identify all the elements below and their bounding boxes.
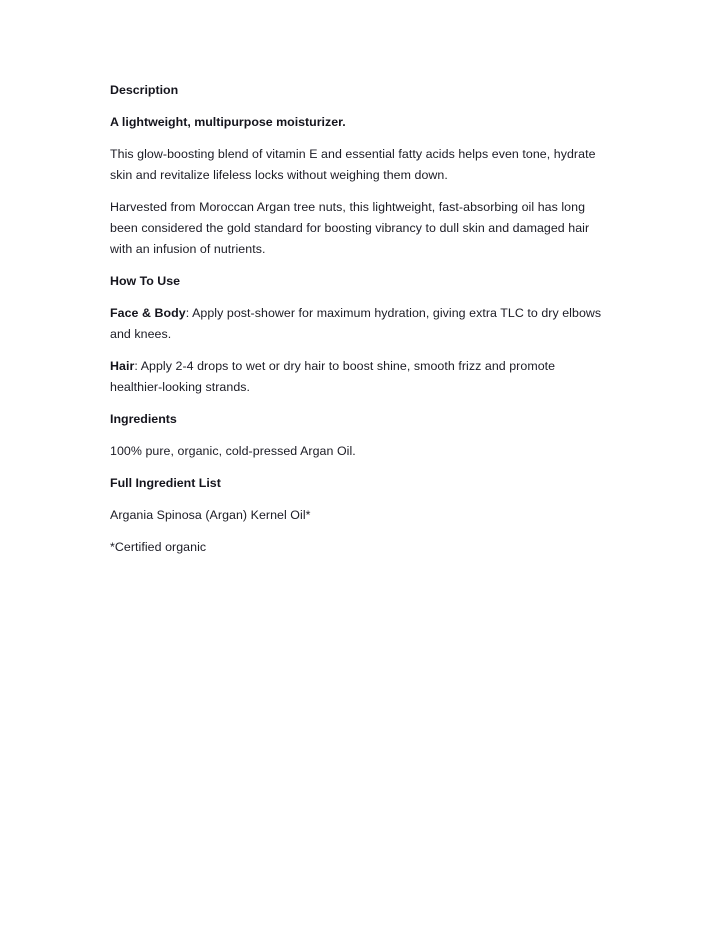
- full-ingredient-list-footnote: *Certified organic: [110, 540, 207, 554]
- how-to-use-item-hair: [110, 356, 607, 398]
- how-to-use-item-face-and-body: [110, 303, 607, 345]
- description-paragraph-2: Harvested from Moroccan Argan tree nuts, this lightweight, fast-absorbing oil has long been considered the gold standard for boosting vibrancy to dull skin and damaged hair with an infusion of nutrients.: [110, 200, 590, 256]
- section-heading-how-to-use: How To Use: [110, 274, 180, 288]
- section-heading-ingredients: Ingredients: [110, 412, 177, 426]
- ingredients-paragraph: 100% pure, organic, cold-pressed Argan Oil.: [110, 444, 356, 458]
- how-to-use-label-hair: Hair: [110, 359, 135, 373]
- description-lead-text: A lightweight, multipurpose moisturizer.: [110, 115, 346, 129]
- full-ingredient-list-entry: Argania Spinosa (Argan) Kernel Oil*: [110, 508, 311, 522]
- how-to-use-text-face-and-body: Apply post-shower for maximum hydration, giving extra TLC to dry elbows and knees.: [110, 306, 602, 341]
- how-to-use-label-face-and-body: Face & Body: [110, 306, 186, 320]
- description-paragraph-1: This glow-boosting blend of vitamin E and essential fatty acids helps even tone, hydrate skin and revitalize lifeless locks without weighing them down.: [110, 147, 596, 182]
- section-heading-description: Description: [110, 83, 179, 97]
- how-to-use-separator-hair: :: [134, 359, 141, 373]
- section-heading-full-ingredient-list: Full Ingredient List: [110, 476, 221, 490]
- product-description-document: [110, 80, 607, 558]
- how-to-use-separator-face-and-body: :: [185, 306, 193, 320]
- how-to-use-text-hair: Apply 2-4 drops to wet or dry hair to boost shine, smooth frizz and promote healthier-looking strands.: [110, 359, 556, 394]
